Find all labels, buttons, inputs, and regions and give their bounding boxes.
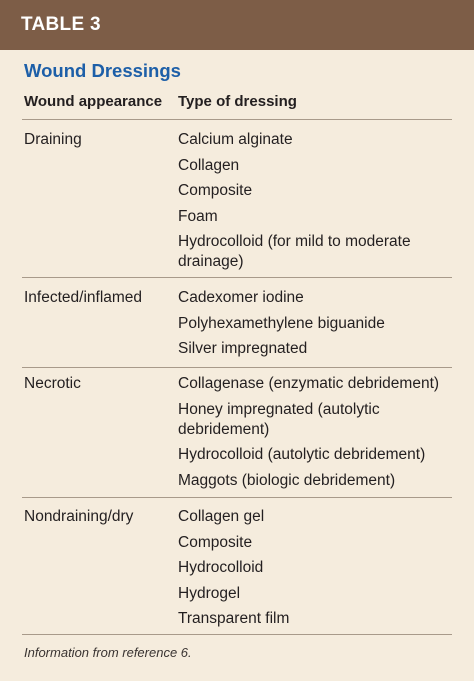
dressing-list bbox=[178, 507, 458, 635]
group-divider bbox=[22, 497, 452, 498]
header-divider bbox=[22, 119, 452, 120]
dressing-item: Foam bbox=[178, 207, 218, 225]
dressing-item: Hydrogel bbox=[178, 584, 241, 602]
group-divider bbox=[22, 277, 452, 278]
table-number-banner: TABLE 3 bbox=[0, 0, 474, 50]
dressing-item: Honey impregnated (autolytic debridement) bbox=[178, 400, 380, 438]
dressing-list bbox=[178, 374, 458, 496]
dressing-item: Collagen bbox=[178, 156, 240, 174]
source-footnote: Information from reference 6. bbox=[24, 645, 192, 660]
footer-divider bbox=[22, 634, 452, 635]
dressing-item: Composite bbox=[178, 533, 253, 551]
dressing-item: Polyhexamethylene biguanide bbox=[178, 314, 385, 332]
dressing-item: Hydrocolloid (for mild to moderate drainage) bbox=[178, 233, 411, 270]
column-header-dressing: Type of dressing bbox=[178, 93, 297, 110]
dressing-item: Composite bbox=[178, 182, 253, 199]
group-divider bbox=[22, 367, 452, 368]
dressing-item: Cadexomer iodine bbox=[178, 289, 304, 306]
dressing-item: Transparent film bbox=[178, 610, 290, 627]
dressing-item: Calcium alginate bbox=[178, 131, 293, 148]
wound-appearance-label: Necrotic bbox=[24, 375, 81, 392]
column-header-appearance: Wound appearance bbox=[24, 93, 163, 110]
dressing-item: Silver impregnated bbox=[178, 340, 308, 357]
dressing-list bbox=[178, 130, 458, 278]
dressing-item: Hydrocolloid bbox=[178, 559, 264, 576]
dressing-item: Collagen gel bbox=[178, 508, 265, 525]
dressing-item: Collagenase (enzymatic debridement) bbox=[178, 375, 440, 392]
wound-appearance-label: Draining bbox=[24, 131, 82, 148]
wound-appearance-label: Nondraining/dry bbox=[24, 508, 134, 525]
dressing-list bbox=[178, 288, 458, 365]
dressing-item: Maggots (biologic debridement) bbox=[178, 471, 396, 489]
dressing-item: Hydrocolloid (autolytic debridement) bbox=[178, 446, 426, 463]
wound-appearance-label: Infected/inflamed bbox=[24, 289, 143, 306]
table-title: Wound Dressings bbox=[24, 60, 181, 81]
